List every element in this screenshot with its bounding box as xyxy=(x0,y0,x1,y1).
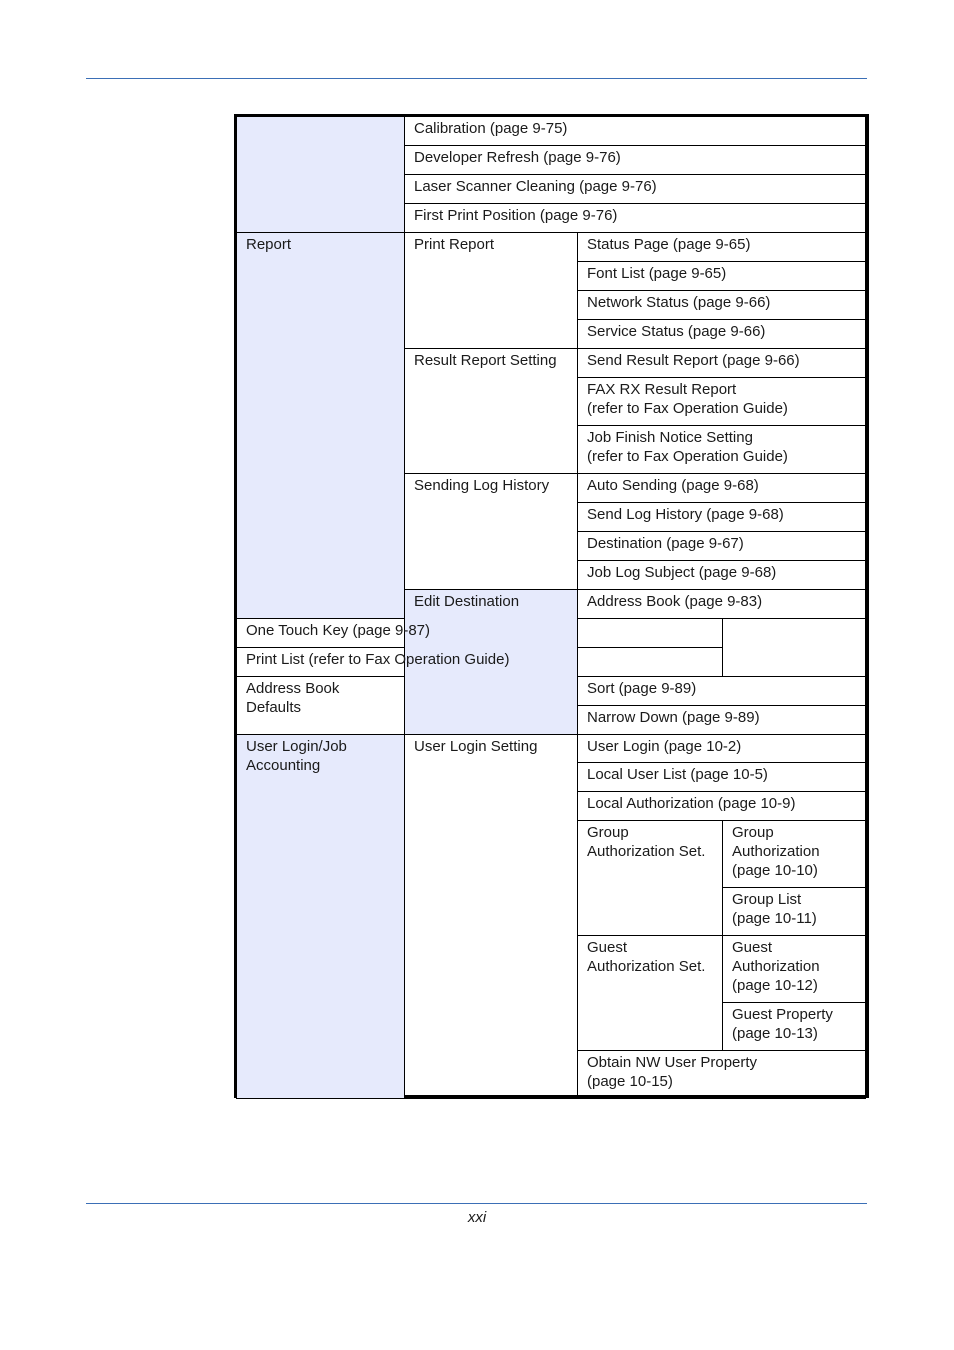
address-book-defaults-line-1: Address Book xyxy=(246,680,340,697)
menu-item-job-log-subject: Job Log Subject (page 9-68) xyxy=(578,561,866,590)
menu-item-status-page: Status Page (page 9-65) xyxy=(578,233,866,262)
group-list-line-2: (page 10-11) xyxy=(732,910,817,927)
user-login-category-line-2: Accounting xyxy=(246,757,321,774)
menu-item-sending-log-history: Sending Log History xyxy=(405,474,578,590)
group-list-line-1: Group List xyxy=(732,891,802,908)
fax-rx-line-1: FAX RX Result Report xyxy=(587,381,737,398)
menu-item-user-login: User Login (page 10-2) xyxy=(578,735,866,763)
menu-item-auto-sending: Auto Sending (page 9-68) xyxy=(578,474,866,503)
user-login-category-line-1: User Login/Job xyxy=(246,738,347,755)
menu-item-network-status: Network Status (page 9-66) xyxy=(578,291,866,320)
category-cell-empty xyxy=(237,117,405,233)
menu-item-narrow-down: Narrow Down (page 9-89) xyxy=(578,706,866,735)
group-auth-set-line-2: Authorization Set. xyxy=(587,843,706,860)
menu-item-address-book-defaults xyxy=(237,677,405,735)
address-book-defaults-line-2: Defaults xyxy=(246,699,302,716)
group-authorization-line-2: Authorization xyxy=(732,843,820,860)
menu-item-guest-authorization xyxy=(723,936,866,1003)
menu-table-frame xyxy=(234,114,869,1098)
menu-item-guest-property xyxy=(723,1003,866,1051)
category-edit-destination: Edit Destination xyxy=(405,590,578,735)
menu-item-fax-rx-result-report xyxy=(578,378,866,426)
header-rule xyxy=(86,78,867,79)
group-authorization-line-3: (page 10-10) xyxy=(732,862,818,879)
menu-item-service-status: Service Status (page 9-66) xyxy=(578,320,866,349)
category-user-login-job-accounting xyxy=(237,735,405,1099)
guest-auth-set-line-1: Guest xyxy=(587,939,628,956)
menu-item-print-list: Print List (refer to Fax Operation Guide) xyxy=(237,648,723,677)
menu-item-address-book: Address Book (page 9-83) xyxy=(578,590,866,619)
menu-item-send-result-report: Send Result Report (page 9-66) xyxy=(578,349,866,378)
category-report: Report xyxy=(237,233,405,619)
menu-item-group-list xyxy=(723,888,866,936)
footer-rule xyxy=(86,1203,867,1204)
fax-rx-line-2: (refer to Fax Operation Guide) xyxy=(587,400,788,417)
menu-item-calibration: Calibration (page 9-75) xyxy=(405,117,866,146)
menu-item-job-finish-notice-setting xyxy=(578,426,866,474)
job-finish-line-2: (refer to Fax Operation Guide) xyxy=(587,448,788,465)
group-authorization-line-1: Group xyxy=(732,824,774,841)
guest-auth-set-line-2: Authorization Set. xyxy=(587,958,706,975)
menu-item-sort: Sort (page 9-89) xyxy=(578,677,866,706)
guest-authorization-line-1: Guest xyxy=(732,939,773,956)
menu-item-group-authorization xyxy=(723,821,866,888)
guest-property-line-1: Guest Property xyxy=(732,1006,833,1023)
menu-item-font-list: Font List (page 9-65) xyxy=(578,262,866,291)
menu-item-obtain-nw-user-property xyxy=(578,1051,866,1099)
menu-item-result-report-setting: Result Report Setting xyxy=(405,349,578,474)
menu-item-destination: Destination (page 9-67) xyxy=(578,532,866,561)
menu-item-developer-refresh: Developer Refresh (page 9-76) xyxy=(405,146,866,175)
menu-item-local-authorization: Local Authorization (page 10-9) xyxy=(578,792,866,821)
obtain-nw-line-1: Obtain NW User Property xyxy=(587,1054,758,1071)
menu-item-guest-authorization-set xyxy=(578,936,723,1051)
guest-authorization-line-2: Authorization xyxy=(732,958,820,975)
obtain-nw-line-2: (page 10-15) xyxy=(587,1073,673,1090)
job-finish-line-1: Job Finish Notice Setting xyxy=(587,429,753,446)
menu-item-one-touch-key: One Touch Key (page 9-87) xyxy=(237,619,723,648)
menu-item-send-log-history: Send Log History (page 9-68) xyxy=(578,503,866,532)
guest-property-line-2: (page 10-13) xyxy=(732,1025,818,1042)
menu-item-user-login-setting: User Login Setting xyxy=(405,735,578,1099)
guest-authorization-line-3: (page 10-12) xyxy=(732,977,818,994)
menu-map-table xyxy=(236,116,866,1099)
page-number: xxi xyxy=(467,1209,487,1226)
menu-item-laser-scanner-cleaning: Laser Scanner Cleaning (page 9-76) xyxy=(405,175,866,204)
menu-item-first-print-position: First Print Position (page 9-76) xyxy=(405,204,866,233)
menu-item-local-user-list: Local User List (page 10-5) xyxy=(578,763,866,792)
group-auth-set-line-1: Group xyxy=(587,824,629,841)
menu-item-print-report: Print Report xyxy=(405,233,578,349)
menu-item-group-authorization-set xyxy=(578,821,723,936)
